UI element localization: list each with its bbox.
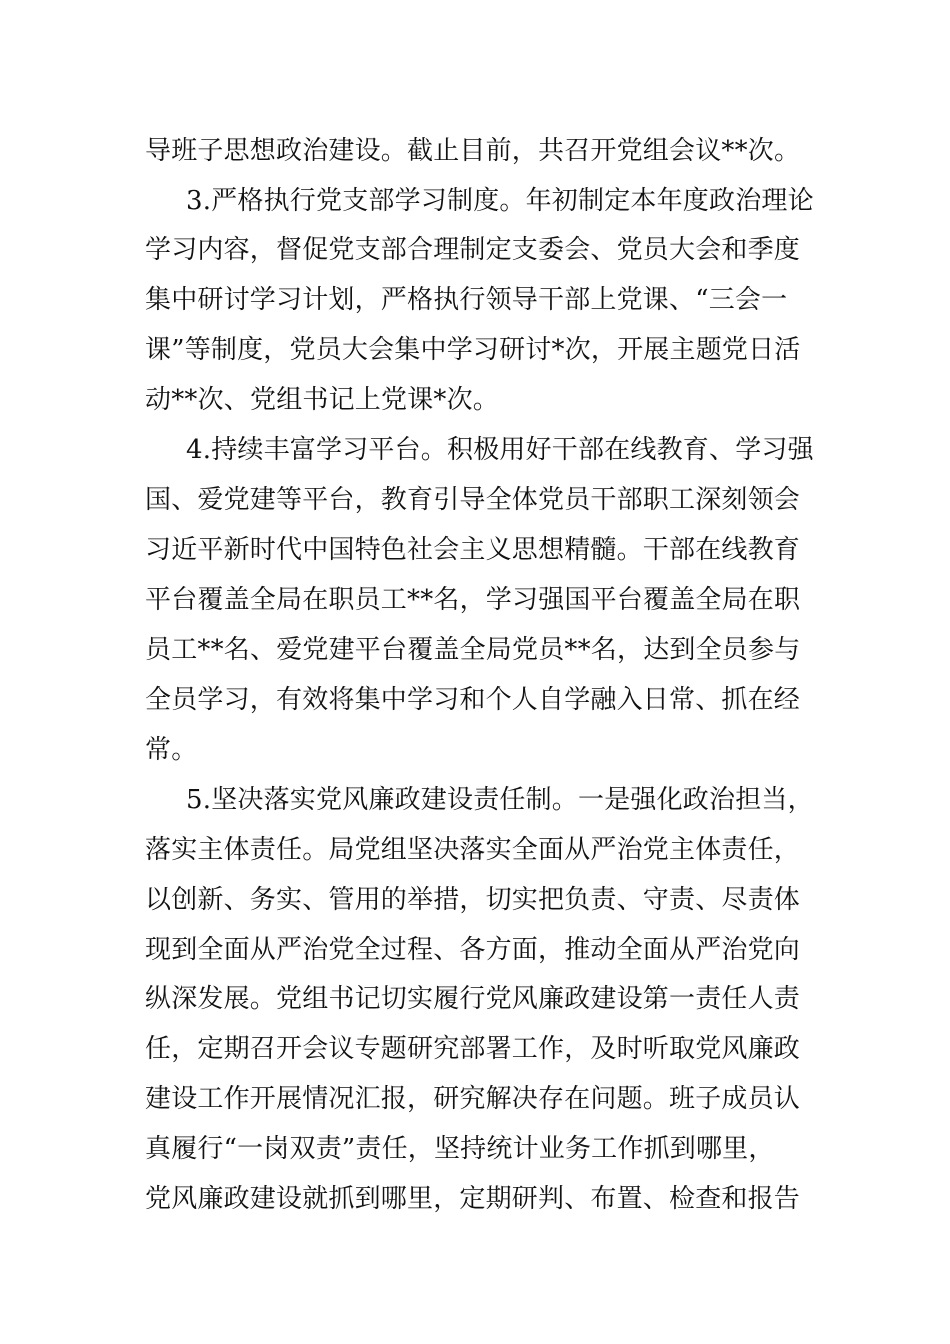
paragraph-3-line-4: 课”等制度，党员大会集中学习研讨*次，开展主题党日活 xyxy=(145,335,801,365)
paragraph-5-line-8: 真履行“一岗双责”责任，坚持统计业务工作抓到哪里， xyxy=(145,1134,775,1164)
text-line-1: 导班子思想政治建设。截止目前，共召开党组会议**次。 xyxy=(145,136,801,166)
paragraph-5-line-7: 建设工作开展情况汇报，研究解决存在问题。班子成员认 xyxy=(145,1084,801,1114)
paragraph-4-line-2: 国、爱党建等平台，教育引导全体党员干部职工深刻领会 xyxy=(145,485,801,515)
paragraph-5-line-9: 党风廉政建设就抓到哪里，定期研判、布置、检查和报告 xyxy=(145,1184,801,1214)
paragraph-5-line-5: 纵深发展。党组书记切实履行党风廉政建设第一责任人责 xyxy=(145,984,801,1014)
paragraph-3-line-2: 学习内容，督促党支部合理制定支委会、党员大会和季度 xyxy=(145,235,801,265)
paragraph-5-line-2: 落实主体责任。局党组坚决落实全面从严治党主体责任， xyxy=(145,835,801,865)
paragraph-5-line-4: 现到全面从严治党全过程、各方面，推动全面从严治党向 xyxy=(145,935,801,965)
paragraph-4-line-5: 员工**名、爱党建平台覆盖全局党员**名，达到全员参与 xyxy=(145,635,801,665)
paragraph-4-line-3: 习近平新时代中国特色社会主义思想精髓。干部在线教育 xyxy=(145,535,801,565)
paragraph-5-line-1: 5.坚决落实党风廉政建设责任制。一是强化政治担当， xyxy=(186,785,814,815)
paragraph-3-line-3: 集中研讨学习计划，严格执行领导干部上党课、“三会一 xyxy=(145,285,788,315)
paragraph-4-line-4: 平台覆盖全局在职员工**名，学习强国平台覆盖全局在职 xyxy=(145,585,801,615)
paragraph-5-line-6: 任，定期召开会议专题研究部署工作，及时听取党风廉政 xyxy=(145,1034,801,1064)
paragraph-4-line-1: 4.持续丰富学习平台。积极用好干部在线教育、学习强 xyxy=(186,435,814,465)
paragraph-4-line-6: 全员学习，有效将集中学习和个人自学融入日常、抓在经 xyxy=(145,685,801,715)
paragraph-5-line-3: 以创新、务实、管用的举措，切实把负责、守责、尽责体 xyxy=(145,885,801,915)
paragraph-3-line-1: 3.严格执行党支部学习制度。年初制定本年度政治理论 xyxy=(186,186,814,216)
paragraph-4-line-7: 常。 xyxy=(145,735,198,765)
paragraph-3-line-5: 动**次、党组书记上党课*次。 xyxy=(145,385,500,415)
